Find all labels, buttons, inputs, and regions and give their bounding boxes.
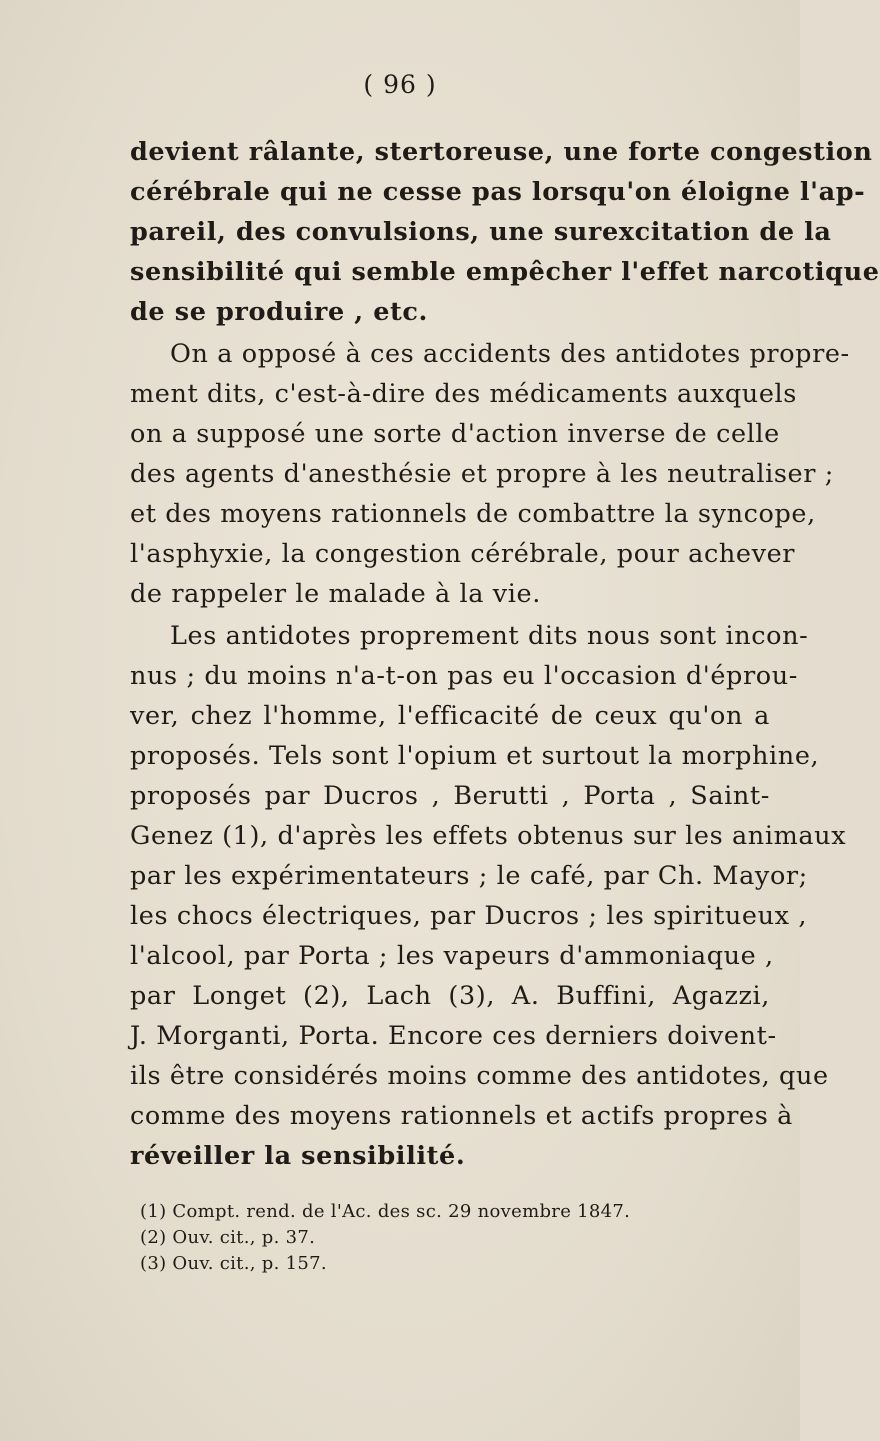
text-line: pareil, des convulsions, une surexcitation de la [130, 217, 832, 247]
text-line: devient râlante, stertoreuse, une forte congestion [130, 137, 873, 167]
text-line: nus ; du moins n'a-t-on pas eu l'occasion d'éprou- [130, 661, 798, 691]
text-line: par Longet (2), Lach (3), A. Buffini, Agazzi, [130, 981, 770, 1011]
text-line: comme des moyens rationnels et actifs propres à [130, 1101, 793, 1131]
text-line: Genez (1), d'après les effets obtenus sur les animaux [130, 821, 847, 851]
text-line: l'asphyxie, la congestion cérébrale, pour achever [130, 539, 796, 569]
paragraph-start-line: On a opposé à ces accidents des antidotes propre- [170, 339, 850, 369]
text-line: des agents d'anesthésie et propre à les neutraliser ; [130, 459, 834, 489]
text-line: de se produire , etc. [130, 297, 429, 327]
text-line: l'alcool, par Porta ; les vapeurs d'ammoniaque , [130, 941, 774, 971]
text-line: et des moyens rationnels de combattre la syncope, [130, 499, 816, 529]
text-line: proposés par Ducros , Berutti , Porta , Saint- [130, 781, 770, 811]
page-number: ( 96 ) [363, 70, 437, 99]
text-line: par les expérimentateurs ; le café, par Ch. Mayor; [130, 861, 808, 891]
text-line: de rappeler le malade à la vie. [130, 579, 541, 609]
text-line: cérébrale qui ne cesse pas lorsqu'on éloigne l'ap- [130, 177, 866, 207]
text-line: réveiller la sensibilité. [130, 1141, 466, 1171]
text-line: ils être considérés moins comme des antidotes, que [130, 1061, 829, 1091]
paragraph-start-line: Les antidotes proprement dits nous sont incon- [170, 621, 809, 651]
text-line: ment dits, c'est-à-dire des médicaments auxquels [130, 379, 797, 409]
text-line: proposés. Tels sont l'opium et surtout la morphine, [130, 741, 820, 771]
footnote: (3) Ouv. cit., p. 157. [140, 1253, 327, 1274]
text-line: J. Morganti, Porta. Encore ces derniers doivent- [130, 1021, 777, 1051]
text-line: sensibilité qui semble empêcher l'effet narcotique [130, 257, 880, 287]
text-line: les chocs électriques, par Ducros ; les spiritueux , [130, 901, 808, 931]
footnote: (2) Ouv. cit., p. 37. [140, 1227, 316, 1248]
text-line: on a supposé une sorte d'action inverse de celle [130, 419, 780, 449]
footnote: (1) Compt. rend. de l'Ac. des sc. 29 novembre 1847. [140, 1201, 631, 1222]
text-line: ver, chez l'homme, l'efficacité de ceux qu'on a [130, 701, 770, 731]
